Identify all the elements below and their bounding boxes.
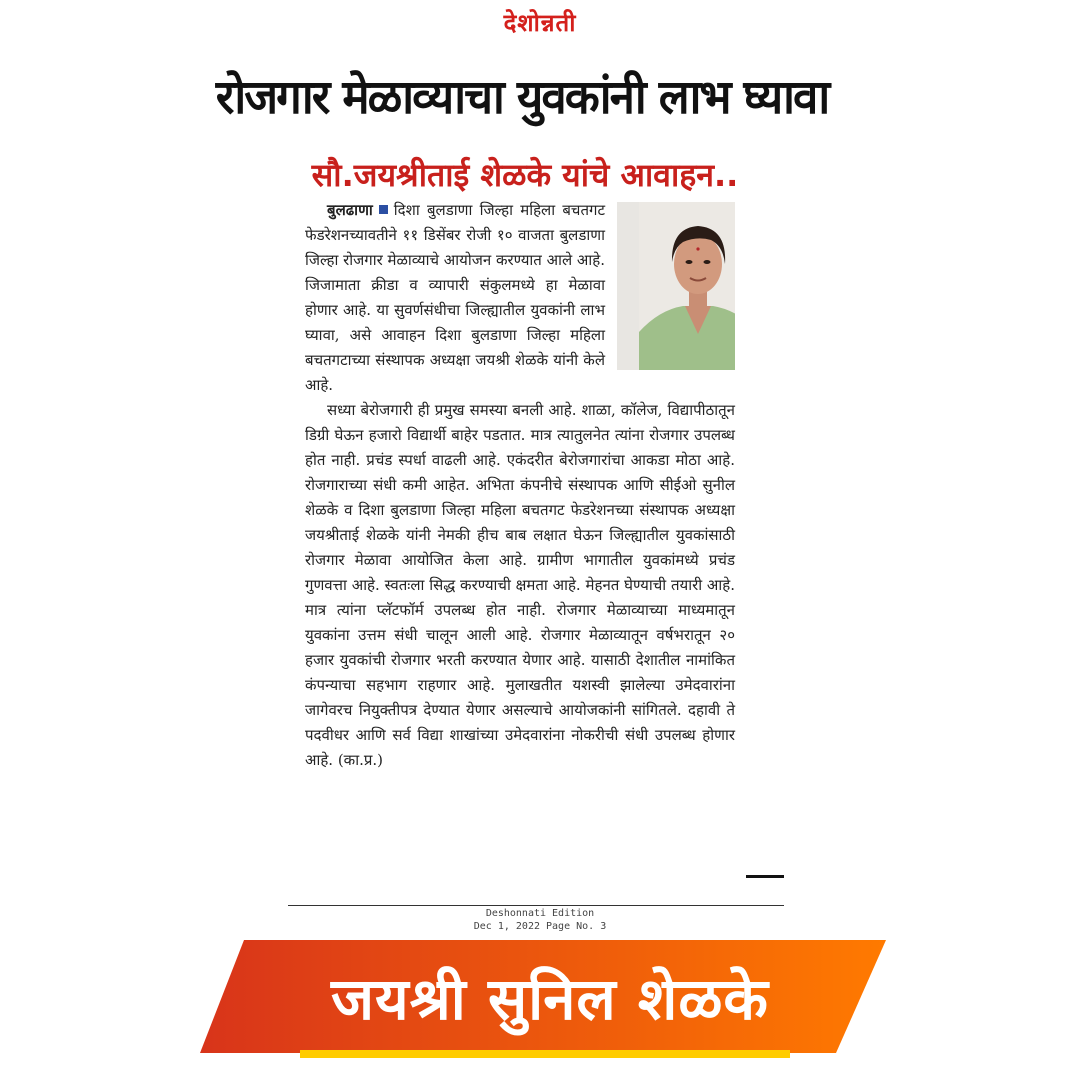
article-paragraph-1-text: दिशा बुलडाणा जिल्हा महिला बचतगट फेडरेशनच्यावतीने ११ डिसेंबर रोजी १० वाजता बुलडाणा जिल्हा रोजगार मेळाव्याचे आयोजन करण्यात आले आहे. जिजामाता क्रीडा व व्यापारी संकुलमध्ये हा मेळावा होणार आहे. या सुवर्णसंधीचा जिल्ह्यातील युवकांनी लाभ घ्यावा, असे आवाहन दिशा बुलडाणा जिल्हा महिला बचतगटाच्या संस्थापक अध्यक्षा जयश्री शेळके यांनी केले आहे. [305,201,605,394]
edition-name: Deshonnati Edition [485,908,595,919]
woman-portrait-icon [639,202,735,370]
article-dateline: बुलढाणा [327,201,373,219]
article-subheadline: सौ.जयश्रीताई शेळके यांचे आवाहन.. [311,155,739,194]
bottom-rule [288,905,784,906]
banner-name: जयश्री सुनिल शेळके [331,964,769,1033]
newspaper-masthead: देशोन्नती [503,8,577,37]
article-paragraph-1 [305,198,735,398]
article-headline: रोजगार मेळाव्याचा युवकांनी लाभ घ्यावा [215,70,829,125]
dateline-bullet-icon [379,205,388,214]
article-end-mark [746,875,784,878]
portrait-photo [617,202,735,370]
article-paragraph-2: सध्या बेरोजगारी ही प्रमुख समस्या बनली आहे. शाळा, कॉलेज, विद्यापीठातून डिग्री घेऊन हजारो विद्यार्थी बाहेर पडतात. मात्र त्यातुलनेत त्यांना रोजगार उपलब्ध होत नाही. प्रचंड स्पर्धा वाढली आहे. एकंदरीत बेरोजगारांचा आकडा मोठा आहे. रोजगाराच्या संधी कमी आहेत. अभिता कंपनीचे संस्थापक आणि सीईओ सुनील शेळके व दिशा बुलडाणा जिल्हा महिला बचतगट फेडरेशनच्या संस्थापक अध्यक्षा जयश्रीताई शेळके यांनी नेमकी हीच बाब लक्षात घेऊन जिल्ह्यातील युवकांसाठी रोजगार मेळावा आयोजित केला आहे. ग्रामीण भागातील युवकांमध्ये प्रचंड गुणवत्ता आहे. स्वतःला सिद्ध करण्याची क्षमता आहे. मेहनत घेण्याची तयारी आहे. मात्र त्यांना प्लॅटफॉर्म उपलब्ध होत नाही. रोजगार मेळाव्याच्या माध्यमातून युवकांना उत्तम संधी चालून आली आहे. रोजगार मेळाव्यातून वर्षभरातून २० हजार युवकांची रोजगार भरती करण्यात येणार आहे. यासाठी देशातील नामांकित कंपन्याचा सहभाग राहणार आहे. मुलाखतीत यशस्वी झालेल्या उमेदवारांना जागेवरच नियुक्तीपत्र देण्यात येणार असल्याचे आयोजकांनी सांगितले. दहावी ते पदवीधर आणि सर्व विद्या शाखांच्या उमेदवारांना नोकरीची संधी उपलब्ध होणार आहे. (का.प्र.) [305,401,735,769]
edition-info [440,907,640,933]
edition-date-page: Dec 1, 2022 Page No. 3 [473,921,607,932]
banner-underline [300,1050,790,1058]
article-body [305,198,735,906]
